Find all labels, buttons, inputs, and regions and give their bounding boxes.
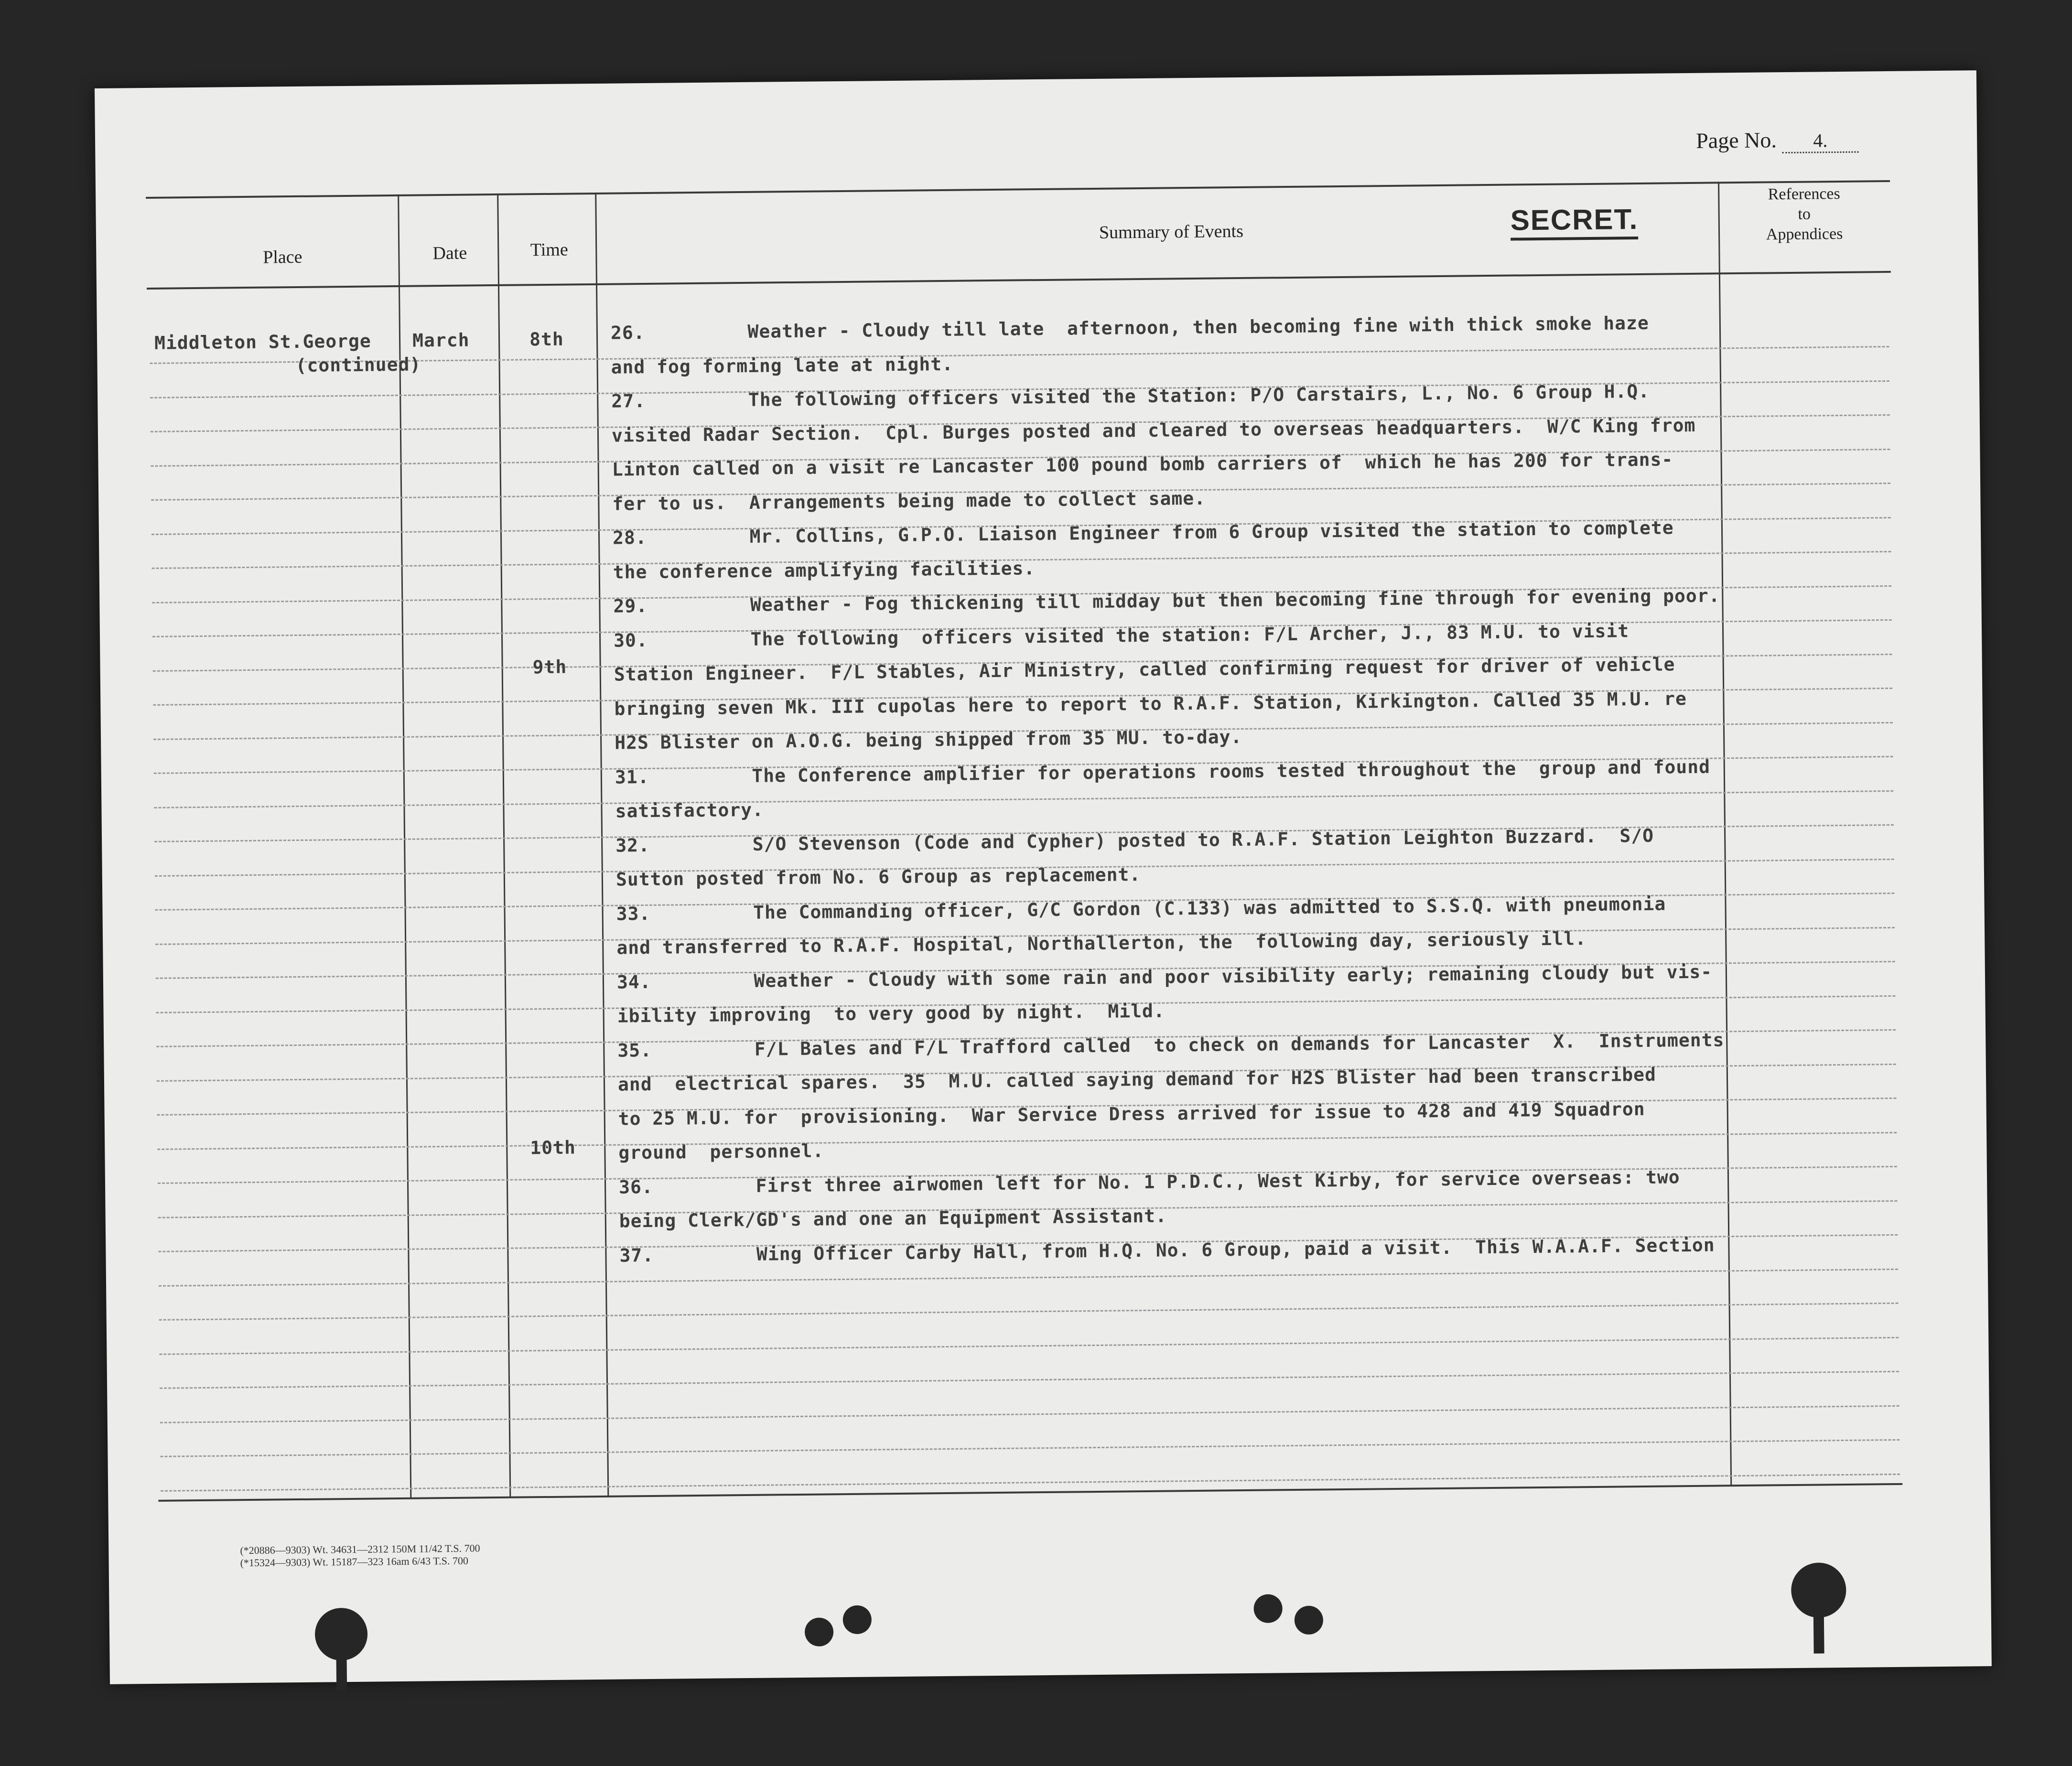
ruled-lines [95, 70, 1976, 88]
summary-line: 32. S/O Stevenson (Code and Cypher) posted to R.A.F. Station Leighton Buzzard. S/O [615, 825, 1654, 856]
ruled-line [160, 1439, 1899, 1457]
ruled-line [160, 1371, 1899, 1389]
column-header-references: References to Appendices [1766, 184, 1843, 244]
binding-hole [843, 1605, 872, 1635]
summary-line: 31. The Conference amplifier for operations rooms tested throughout the group and found [615, 756, 1711, 788]
page-number-value: 4. [1782, 129, 1858, 154]
ruled-line [160, 1405, 1899, 1423]
entry-place: Middleton St.George [154, 330, 371, 354]
ruled-line [154, 790, 1893, 808]
print-code-line: (*15324—9303) Wt. 15187—323 16am 6/43 T.S. 700 [240, 1554, 468, 1569]
summary-line: bringing seven Mk. III cupolas here to report to R.A.F. Station, Kirkington. Called 35 M.U. re [614, 688, 1687, 720]
binding-hole [805, 1617, 834, 1647]
summary-line: ibility improving to very good by night. Mild. [617, 1000, 1165, 1027]
entry-month: March [412, 329, 470, 351]
summary-line: and fog forming late at night. [611, 353, 954, 378]
summary-line: 37. Wing Officer Carby Hall, from H.Q. No. 6 Group, paid a visit. This W.A.A.F. Section [619, 1234, 1715, 1266]
summary-line: 29. Weather - Fog thickening till midday but then becoming fine through for evening poor. [613, 585, 1720, 617]
summary-line: and transferred to R.A.F. Hospital, Northallerton, the following day, seriously ill. [616, 928, 1587, 958]
ruled-line [159, 1269, 1898, 1287]
summary-line: 27. The following officers visited the Station: P/O Carstairs, L., No. 6 Group H.Q. [611, 380, 1650, 412]
ruled-line [157, 1132, 1897, 1150]
summary-line: the conference amplifying facilities. [613, 558, 1036, 583]
time-9th: 9th [532, 656, 567, 678]
classification-stamp: SECRET. [1510, 203, 1638, 241]
summary-line: 35. F/L Bales and F/L Trafford called to check on demands for Lancaster X. Instruments [617, 1029, 1725, 1061]
record-sheet [95, 70, 1992, 1684]
summary-line: Sutton posted from No. 6 Group as replacement. [615, 864, 1141, 890]
print-code-line: (*20886—9303) Wt. 34631—2312 150M 11/42 T.S. 700 [240, 1542, 480, 1557]
binding-hole [1295, 1605, 1324, 1635]
summary-line: Linton called on a visit re Lancaster 100 pound bomb carriers of which he has 200 for trans- [612, 449, 1673, 480]
date-time-divider [497, 194, 511, 1498]
column-header-place: Place [263, 247, 302, 268]
summary-line: 28. Mr. Collins, G.P.O. Liaison Engineer from 6 Group visited the station to complete [612, 517, 1674, 549]
summary-line: being Clerk/GD's and one an Equipment Assistant. [619, 1205, 1167, 1232]
time-8th: 8th [529, 328, 564, 350]
page-number-label: Page No. [1695, 128, 1777, 153]
place-date-divider [398, 194, 411, 1499]
form-print-codes [240, 1542, 480, 1569]
summary-line: to 25 M.U. for provisioning. War Service Dress arrived for issue to 428 and 419 Squadron [618, 1098, 1645, 1130]
ruled-line [161, 1474, 1900, 1492]
binding-hole-left [315, 1608, 368, 1661]
summary-line: 33. The Commanding officer, G/C Gordon (C.133) was admitted to S.S.Q. with pneumonia [616, 893, 1666, 925]
summary-line: satisfactory. [615, 799, 764, 822]
header-top-rule [146, 180, 1890, 199]
time-summary-divider [595, 193, 609, 1497]
summary-line: and electrical spares. 35 M.U. called saying demand for H2S Blister had been transcribed [617, 1064, 1657, 1095]
summary-line: 26. Weather - Cloudy till late afternoon, then becoming fine with thick smoke haze [610, 312, 1649, 344]
summary-line: fer to us. Arrangements being made to collect same. [612, 487, 1206, 515]
summary-line: ground personnel. [618, 1140, 824, 1163]
entry-place-continued: (continued) [295, 354, 421, 376]
header-bottom-rule [147, 271, 1891, 290]
summary-line: H2S Blister on A.O.G. being shipped from 35 MU. to-day. [614, 726, 1242, 754]
column-header-date: Date [432, 243, 467, 264]
time-10th: 10th [530, 1137, 576, 1159]
binding-hole [1253, 1594, 1283, 1623]
summary-line: 34. Weather - Cloudy with some rain and poor visibility early; remaining cloudy but vis- [616, 961, 1713, 993]
ruled-line [159, 1337, 1899, 1355]
binding-hole-right [1791, 1562, 1846, 1618]
column-header-summary: Summary of Events [1099, 221, 1244, 243]
summary-line: 30. The following officers visited the station: F/L Archer, J., 83 M.U. to visit [613, 620, 1630, 651]
summary-line: Station Engineer. F/L Stables, Air Ministry, called confirming request for driver of vehicle [614, 654, 1675, 685]
column-header-time: Time [530, 239, 568, 260]
page-number [1696, 127, 1859, 154]
summary-refs-divider [1718, 182, 1732, 1486]
binding-slot-right [1813, 1610, 1824, 1653]
ruled-line [159, 1303, 1899, 1321]
summary-line: visited Radar Section. Cpl. Burges posted and cleared to overseas headquarters. W/C King from [611, 414, 1696, 446]
table-bottom-rule [158, 1483, 1902, 1502]
summary-line: 36. First three airwomen left for No. 1 P.D.C., West Kirby, for service overseas: two [618, 1166, 1680, 1198]
binding-slot-left [336, 1653, 347, 1691]
